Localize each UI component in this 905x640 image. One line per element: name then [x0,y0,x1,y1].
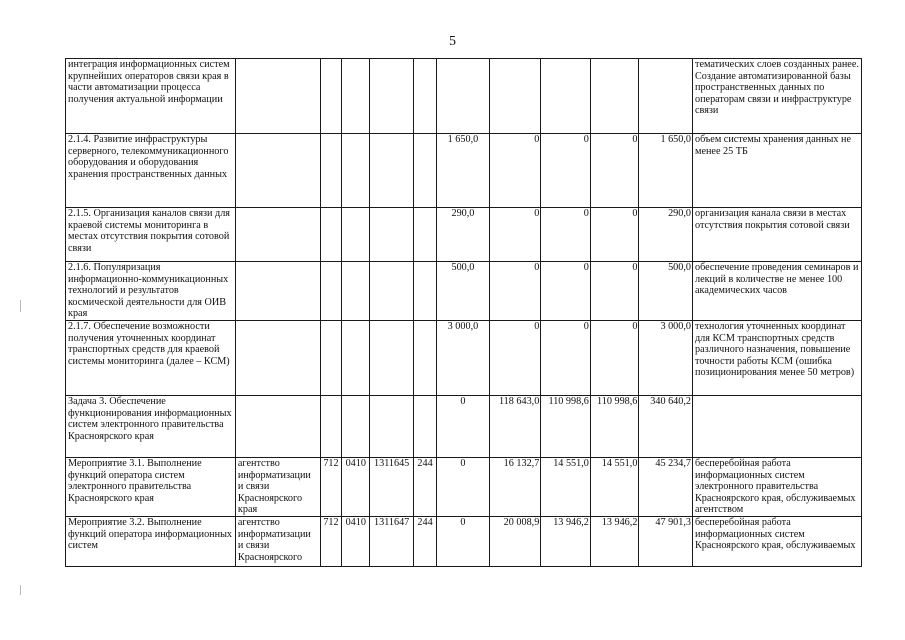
table-row [66,395,862,457]
cell-amount-year-4 [590,59,639,134]
cell-vr-code [413,134,436,208]
cell-vr-code [413,59,436,134]
cell-amount-year-1: 290,0 [437,208,490,262]
cell-rzpr-code [342,395,370,457]
cell-responsible-agency [235,134,320,208]
cell-grbs-code [320,395,341,457]
table-row [66,59,862,134]
cell-amount-year-3: 13 946,2 [541,516,591,566]
cell-expected-result: бесперебойная работа информационных систем электронного правительства Красноярского края, обслуживаемых агентством [693,457,862,516]
table-row [66,208,862,262]
table-row [66,320,862,395]
cell-vr-code [413,208,436,262]
cell-rzpr-code [342,320,370,395]
cell-responsible-agency [235,59,320,134]
cell-amount-year-2: 0 [489,320,541,395]
cell-vr-code: 244 [413,457,436,516]
cell-amount-year-2: 20 008,9 [489,516,541,566]
cell-grbs-code: 712 [320,516,341,566]
cell-responsible-agency [235,208,320,262]
cell-amount-year-3: 110 998,6 [541,395,591,457]
cell-amount-year-3: 0 [541,262,591,321]
cell-vr-code [413,320,436,395]
cell-responsible-agency: агентство информатизации и связи Красноярского [235,516,320,566]
cell-responsible-agency [235,262,320,321]
cell-activity-name: 2.1.7. Обеспечение возможности получения уточненных координат транспортных средств для краевой системы мониторинга (далее – КСМ) [66,320,236,395]
cell-amount-year-1 [437,59,490,134]
cell-amount-year-4: 0 [590,208,639,262]
cell-grbs-code [320,59,341,134]
cell-amount-total: 45 234,7 [639,457,693,516]
cell-csr-code [370,134,413,208]
page-number: 5 [449,34,456,49]
cell-activity-name: 2.1.5. Организация каналов связи для краевой системы мониторинга в местах отсутствия покрытия сотовой связи [66,208,236,262]
cell-expected-result [693,395,862,457]
table-row [66,516,862,566]
cell-activity-name: 2.1.4. Развитие инфраструктуры серверного, телекоммуникационного оборудования и оборудования хранения пространственных данных [66,134,236,208]
cell-csr-code [370,208,413,262]
cell-responsible-agency [235,395,320,457]
cell-responsible-agency: агентство информатизации и связи Красноярского края [235,457,320,516]
cell-amount-year-2: 0 [489,134,541,208]
cell-amount-year-2: 16 132,7 [489,457,541,516]
cell-grbs-code: 712 [320,457,341,516]
cell-rzpr-code: 0410 [342,457,370,516]
cell-amount-year-3: 14 551,0 [541,457,591,516]
cell-expected-result: объем системы хранения данных не менее 25 ТБ [693,134,862,208]
cell-amount-year-1: 1 650,0 [437,134,490,208]
cell-amount-year-4: 0 [590,320,639,395]
cell-activity-name: Мероприятие 3.2. Выполнение функций оператора информационных систем [66,516,236,566]
cell-expected-result: технология уточненных координат для КСМ транспортных средств различного назначения, повышение точности работы КСМ (ошибка позиционирования менее 50 метров) [693,320,862,395]
cell-amount-year-2 [489,59,541,134]
cell-vr-code [413,262,436,321]
cell-amount-year-3: 0 [541,320,591,395]
cell-amount-year-3: 0 [541,134,591,208]
table-body [66,59,862,567]
cell-amount-year-4: 110 998,6 [590,395,639,457]
cell-amount-year-4: 14 551,0 [590,457,639,516]
cell-amount-year-4: 13 946,2 [590,516,639,566]
cell-rzpr-code [342,59,370,134]
cell-amount-year-4: 0 [590,134,639,208]
cell-amount-year-2: 0 [489,262,541,321]
cell-expected-result: бесперебойная работа информационных систем Красноярского края, обслуживаемых [693,516,862,566]
table-row [66,134,862,208]
cell-amount-total: 340 640,2 [639,395,693,457]
cell-amount-total: 1 650,0 [639,134,693,208]
cell-activity-name: Мероприятие 3.1. Выполнение функций оператора систем электронного правительства Красноярского края [66,457,236,516]
cell-amount-year-1: 0 [437,395,490,457]
cell-amount-year-4: 0 [590,262,639,321]
cell-activity-name: Задача 3. Обеспечение функционирования информационных систем электронного правительства Красноярского края [66,395,236,457]
cell-grbs-code [320,208,341,262]
cell-amount-total [639,59,693,134]
cell-rzpr-code [342,134,370,208]
program-activities-table [65,58,862,567]
cell-amount-total: 500,0 [639,262,693,321]
cell-expected-result: тематических слоев созданных ранее. Создание автоматизированной базы пространственных данных по операторам связи и инфраструктуре связи [693,59,862,134]
cell-amount-year-3 [541,59,591,134]
cell-expected-result: организация канала связи в местах отсутствия покрытия сотовой связи [693,208,862,262]
cell-csr-code [370,320,413,395]
table-row [66,457,862,516]
scan-artifact [20,585,21,595]
cell-grbs-code [320,262,341,321]
cell-csr-code: 1311645 [370,457,413,516]
cell-vr-code: 244 [413,516,436,566]
cell-rzpr-code [342,208,370,262]
cell-responsible-agency [235,320,320,395]
cell-rzpr-code: 0410 [342,516,370,566]
table-row [66,262,862,321]
cell-activity-name: интеграция информационных систем крупнейших операторов связи края в части автоматизации процесса получения актуальной информации [66,59,236,134]
cell-amount-year-1: 3 000,0 [437,320,490,395]
cell-amount-year-3: 0 [541,208,591,262]
cell-expected-result: обеспечение проведения семинаров и лекций в количестве не менее 100 академических часов [693,262,862,321]
cell-amount-year-1: 0 [437,516,490,566]
cell-csr-code: 1311647 [370,516,413,566]
cell-vr-code [413,395,436,457]
cell-csr-code [370,59,413,134]
cell-rzpr-code [342,262,370,321]
cell-csr-code [370,395,413,457]
cell-grbs-code [320,134,341,208]
cell-amount-year-2: 118 643,0 [489,395,541,457]
scan-artifact [20,300,21,312]
cell-amount-total: 47 901,3 [639,516,693,566]
cell-csr-code [370,262,413,321]
cell-amount-year-2: 0 [489,208,541,262]
cell-amount-year-1: 500,0 [437,262,490,321]
cell-amount-total: 290,0 [639,208,693,262]
cell-grbs-code [320,320,341,395]
cell-amount-total: 3 000,0 [639,320,693,395]
cell-amount-year-1: 0 [437,457,490,516]
cell-activity-name: 2.1.6. Популяризация информационно-коммуникационных технологий и результатов космической деятельности для ОИВ края [66,262,236,321]
